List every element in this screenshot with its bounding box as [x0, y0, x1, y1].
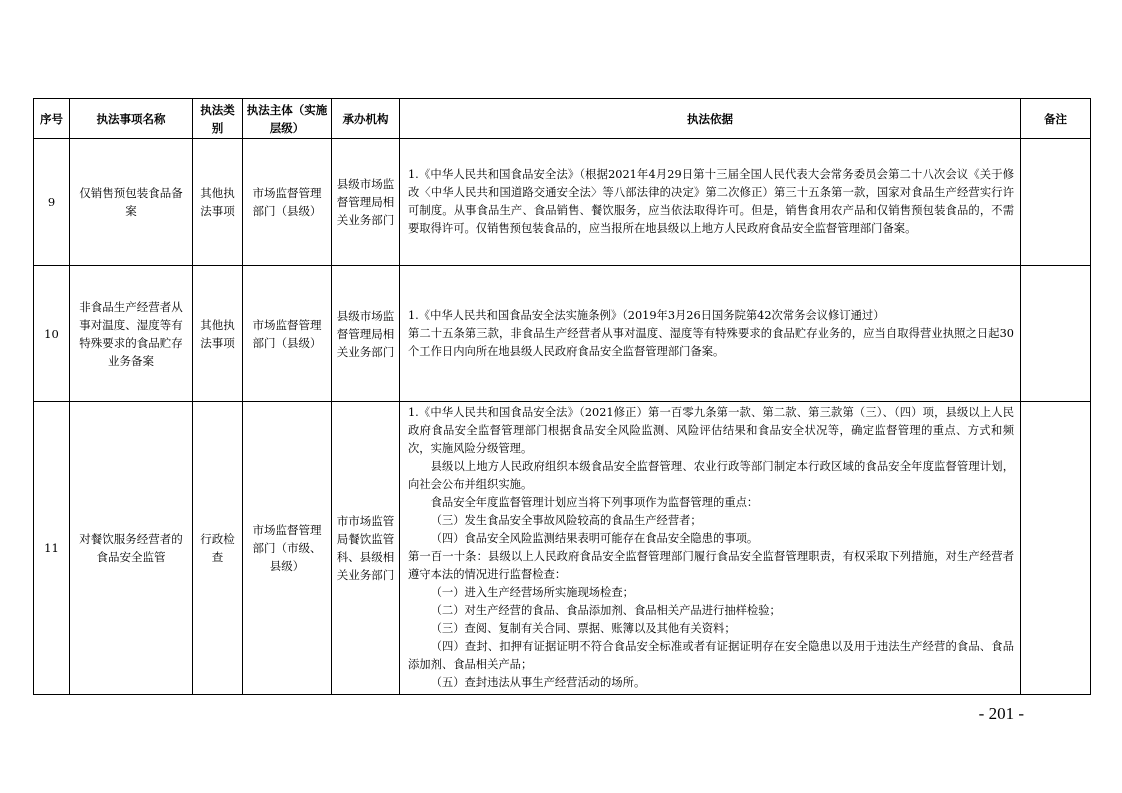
row-item-name: 对餐饮服务经营者的食品安全监管: [70, 402, 193, 695]
header-subject: 执法主体（实施层级）: [243, 99, 332, 139]
basis-paragraph: （四）查封、扣押有证据证明不符合食品安全标准或者有证据证明存在安全隐患以及用于违法生产经营的食品、食品添加剂、食品相关产品；: [408, 640, 1014, 671]
table-row: [34, 402, 1091, 695]
header-basis: 执法依据: [400, 99, 1021, 139]
row-category: 其他执法事项: [193, 139, 243, 266]
row-subject: 市场监督管理部门（县级）: [243, 266, 332, 402]
header-remark: 备注: [1021, 99, 1091, 139]
basis-paragraph: 食品安全年度监督管理计划应当将下列事项作为监督管理的重点：: [430, 496, 759, 509]
header-item-name: 执法事项名称: [70, 99, 193, 139]
basis-paragraph: （四）食品安全风险监测结果表明可能存在食品安全隐患的事项。: [430, 532, 759, 545]
table-row: [34, 266, 1091, 402]
row-basis: [400, 266, 1021, 402]
row-item-name: 仅销售预包装食品备案: [70, 139, 193, 266]
header-agency: 承办机构: [332, 99, 400, 139]
basis-paragraph: （二）对生产经营的食品、食品添加剂、食品相关产品进行抽样检验；: [430, 604, 781, 617]
basis-paragraph: 第一百一十条：县级以上人民政府食品安全监督管理部门履行食品安全监督管理职责，有权采取下列措施，对生产经营者遵守本法的情况进行监督检查：: [408, 550, 1014, 581]
row-category: 其他执法事项: [193, 266, 243, 402]
basis-paragraph: 县级以上地方人民政府组织本级食品安全监督管理、农业行政等部门制定本行政区域的食品安全年度监督管理计划，向社会公布并组织实施。: [408, 460, 1014, 491]
row-agency: 县级市场监督管理局相关业务部门: [332, 266, 400, 402]
row-basis: [400, 139, 1021, 266]
basis-paragraph: 1.《中华人民共和国食品安全法》（2021修正）第一百零九条第一款、第二款、第三款第（三）、（四）项，县级以上人民政府食品安全监督管理部门根据食品安全风险监测、风险评估结果和食品安全状况等，确定监督管理的重点、方式和频次，实施风险分级管理。: [408, 406, 1014, 455]
header-category: 执法类别: [193, 99, 243, 139]
row-agency: 县级市场监督管理局相关业务部门: [332, 139, 400, 266]
enforcement-items-table: [33, 98, 1091, 695]
row-category: 行政检查: [193, 402, 243, 695]
row-remark: [1021, 402, 1091, 695]
row-seq: 9: [34, 139, 70, 266]
row-subject: 市场监督管理部门（市级、县级）: [243, 402, 332, 695]
basis-paragraph: （一）进入生产经营场所实施现场检查；: [430, 586, 634, 599]
row-remark: [1021, 139, 1091, 266]
header-seq: 序号: [34, 99, 70, 139]
row-basis: [400, 402, 1021, 695]
page-number: - 201 -: [978, 704, 1024, 723]
basis-paragraph: 1.《中华人民共和国食品安全法实施条例》（2019年3月26日国务院第42次常务会议修订通过）: [408, 308, 885, 322]
basis-paragraph: （三）发生食品安全事故风险较高的食品生产经营者；: [430, 514, 702, 527]
row-remark: [1021, 266, 1091, 402]
row-seq: 10: [34, 266, 70, 402]
basis-paragraph: 1.《中华人民共和国食品安全法》（根据2021年4月29日第十三届全国人民代表大会常务委员会第二十八次会议《关于修改〈中华人民共和国道路交通安全法〉等八部法律的决定》第二次修正）第三十五条第一款，国家对食品生产经营实行许可制度。从事食品生产、食品销售、餐饮服务，应当依法取得许可。但是，销售食用农产品和仅销售预包装食品的，不需要取得许可。仅销售预包装食品的，应当报所在地县级以上地方人民政府食品安全监督管理部门备案。: [408, 168, 1014, 235]
row-agency: 市市场监管局餐饮监管科、县级相关业务部门: [332, 402, 400, 695]
row-item-name: 非食品生产经营者从事对温度、湿度等有特殊要求的食品贮存业务备案: [70, 266, 193, 402]
basis-paragraph: （三）查阅、复制有关合同、票据、账簿以及其他有关资料；: [430, 622, 736, 635]
basis-paragraph: （五）查封违法从事生产经营活动的场所。: [430, 676, 646, 689]
row-subject: 市场监督管理部门（县级）: [243, 139, 332, 266]
table-header-row: [34, 99, 1091, 139]
row-seq: 11: [34, 402, 70, 695]
table-row: [34, 139, 1091, 266]
basis-paragraph: 第二十五条第三款，非食品生产经营者从事对温度、湿度等有特殊要求的食品贮存业务的，应当自取得营业执照之日起30个工作日内向所在地县级人民政府食品安全监督管理部门备案。: [408, 326, 1014, 358]
